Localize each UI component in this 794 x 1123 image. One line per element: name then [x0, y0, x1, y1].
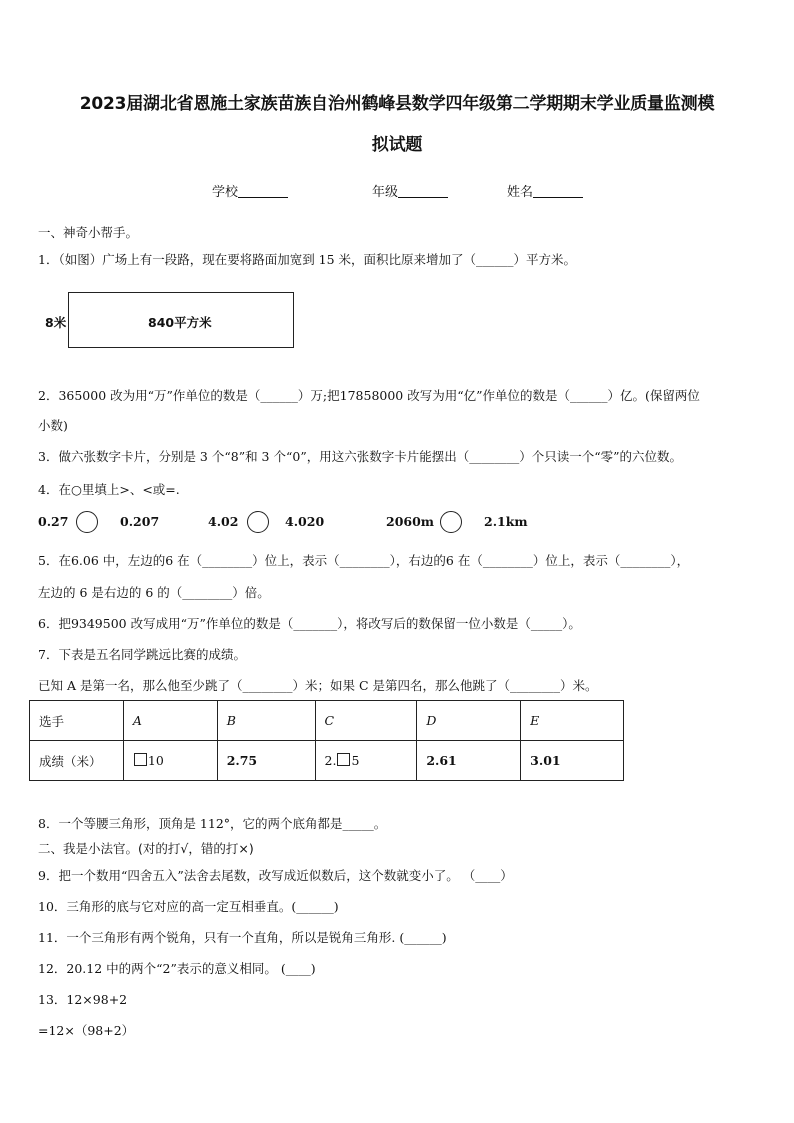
question-2-line2: 小数): [38, 418, 68, 433]
question-5-line2: 左边的 6 是右边的 6 的（________）倍。: [38, 585, 270, 600]
name-field: [507, 181, 583, 200]
long-jump-score-table: [29, 700, 624, 781]
compare-right-2: 4.020: [285, 514, 325, 529]
compare-left-2: 4.02: [208, 514, 239, 529]
question-12: 12．20.12 中的两个“2”表示的意义相同。 (____): [38, 961, 316, 976]
question-2-line1: 2．365000 改为用“万”作单位的数是（______）万;把17858000 改写为用“亿”作单位的数是（______）亿。(保留两位: [38, 388, 700, 403]
table-cell: [315, 741, 417, 781]
question-10: 10．三角形的底与它对应的高一定互相垂直。(______): [38, 899, 339, 914]
table-header-row: [30, 701, 624, 741]
question-9: 9．把一个数用“四舍五入”法舍去尾数，改写成近似数后，这个数就变小了。 （____）: [38, 868, 513, 883]
table-cell: 选手: [30, 701, 124, 741]
table-cell: 2.75: [217, 741, 315, 781]
compare-circle-3[interactable]: [440, 511, 462, 533]
question-1: 1．（如图）广场上有一段路，现在要将路面加宽到 15 米，面积比原来增加了（______）平方米。: [38, 252, 577, 267]
question-7-line2: 已知 A 是第一名，那么他至少跳了（________）米；如果 C 是第四名，那么他跳了（________）米。: [38, 678, 598, 693]
table-cell: B: [217, 701, 315, 741]
c-score-prefix: 2.: [324, 753, 337, 768]
figure-area-label: 840平方米: [148, 315, 212, 330]
compare-right-1: 0.207: [120, 514, 160, 529]
compare-circle-1[interactable]: [76, 511, 98, 533]
section-1-heading: 一、神奇小帮手。: [38, 225, 139, 240]
table-cell: [123, 741, 217, 781]
digit-box[interactable]: [337, 753, 350, 766]
table-cell: A: [123, 701, 217, 741]
question-7-line1: 7．下表是五名同学跳远比赛的成绩。: [38, 647, 246, 662]
school-blank[interactable]: [238, 185, 288, 198]
table-cell: 成绩（米）: [30, 741, 124, 781]
section-2-heading: 二、我是小法官。(对的打√，错的打×): [38, 841, 254, 856]
name-label: 姓名: [507, 185, 534, 200]
exam-title-line2: 拟试题: [371, 135, 423, 155]
compare-right-3: 2.1km: [484, 514, 528, 529]
question-8: 8．一个等腰三角形，顶角是 112°，它的两个底角都是_____。: [38, 816, 387, 831]
question-13-line2: =12×（98+2）: [38, 1023, 135, 1038]
figure-side-label: 8米: [45, 315, 67, 330]
a-score: 10: [147, 753, 164, 768]
compare-left-1: 0.27: [38, 514, 69, 529]
question-4: 4．在○里填上>、<或=.: [38, 482, 180, 497]
table-row: [30, 741, 624, 781]
school-label: 学校: [212, 185, 239, 200]
grade-blank[interactable]: [398, 185, 448, 198]
question-5-line1: 5．在6.06 中，左边的6 在（________）位上，表示（________），右边的6 在（________）位上，表示（________），: [38, 553, 690, 568]
grade-label: 年级: [372, 185, 399, 200]
c-score-suffix: 5: [351, 753, 360, 768]
question-13-line1: 13．12×98+2: [38, 992, 128, 1007]
question-3: 3．做六张数字卡片，分别是 3 个“8”和 3 个“0”，用这六张数字卡片能摆出（________）个只读一个“零”的六位数。: [38, 449, 683, 464]
table-cell: C: [315, 701, 417, 741]
compare-circle-2[interactable]: [247, 511, 269, 533]
table-cell: D: [417, 701, 521, 741]
name-blank[interactable]: [533, 185, 583, 198]
school-field: [212, 181, 288, 200]
question-6: 6．把9349500 改写成用“万”作单位的数是（_______），将改写后的数保留一位小数是（_____）。: [38, 616, 581, 631]
exam-title-line1: 2023届湖北省恩施土家族苗族自治州鹤峰县数学四年级第二学期期末学业质量监测模: [79, 94, 715, 114]
question-11: 11．一个三角形有两个锐角，只有一个直角，所以是锐角三角形. (______): [38, 930, 447, 945]
digit-box[interactable]: [134, 753, 147, 766]
table-cell: E: [521, 701, 624, 741]
grade-field: [372, 181, 448, 200]
table-cell: 3.01: [521, 741, 624, 781]
compare-left-3: 2060m: [386, 514, 435, 529]
table-cell: 2.61: [417, 741, 521, 781]
